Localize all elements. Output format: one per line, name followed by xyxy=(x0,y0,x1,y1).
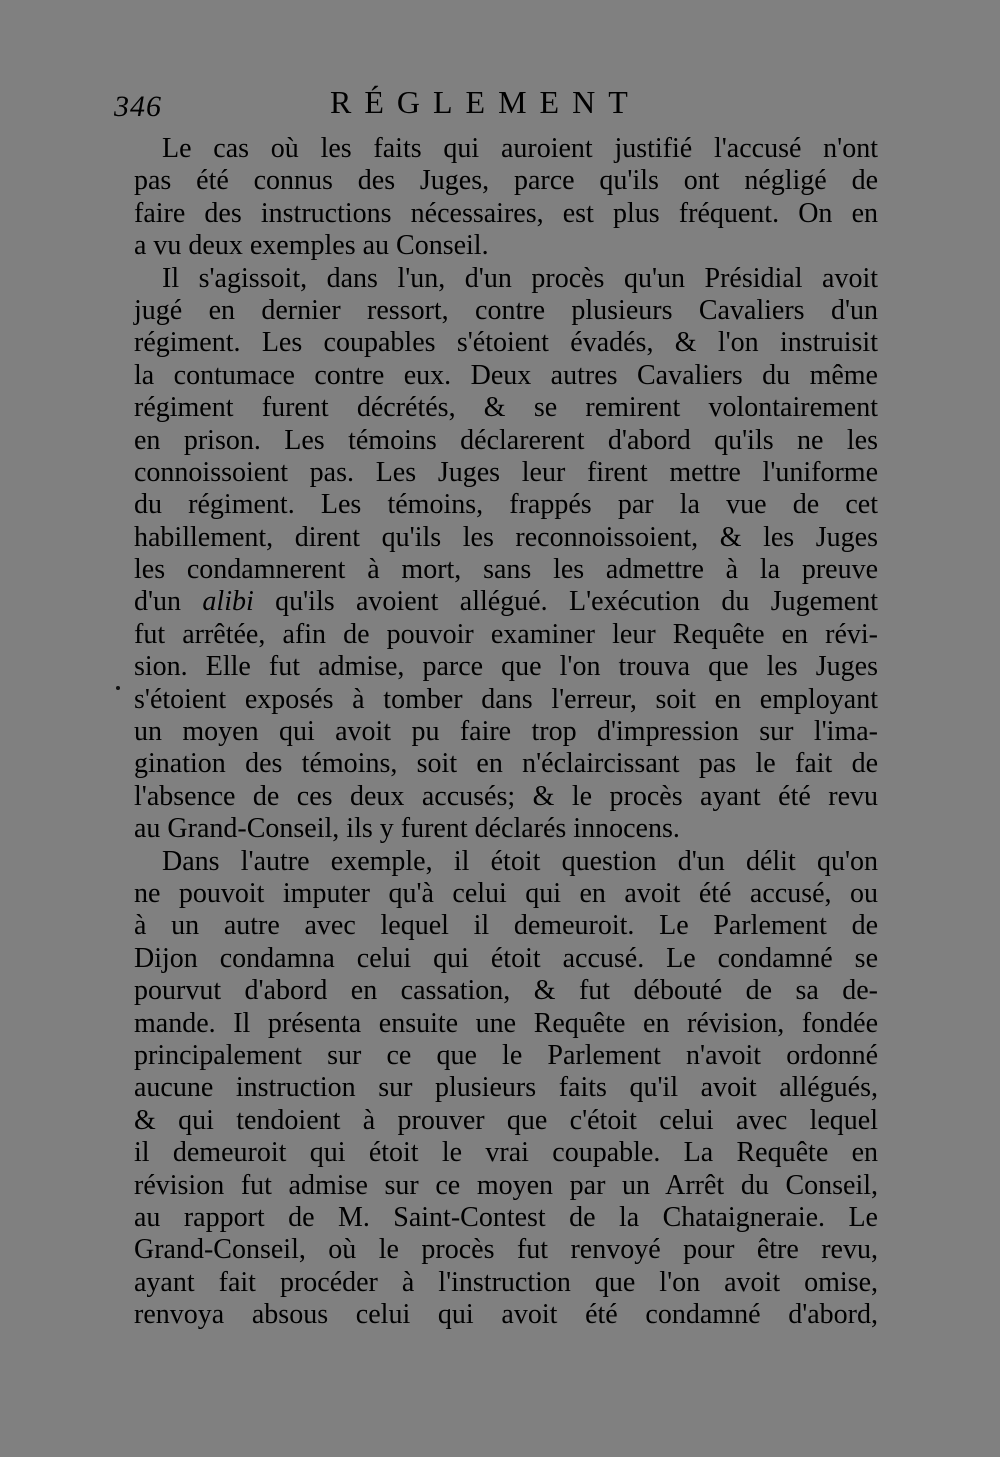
text-line: aucune instruction sur plusieurs faits qu'il avoit allégués, xyxy=(134,1072,878,1104)
text-line: gination des témoins, soit en n'éclaircissant pas le fait de xyxy=(134,748,878,780)
text-line: mande. Il présenta ensuite une Requête en révision, fondée xyxy=(134,1007,878,1039)
text-line: pas été connus des Juges, parce qu'ils ont négligé de xyxy=(134,165,878,197)
text-line: au rapport de M. Saint-Contest de la Chataigneraie. Le xyxy=(134,1201,878,1233)
text-line: la contumace contre eux. Deux autres Cavaliers du même xyxy=(134,359,878,391)
page-number: 346 xyxy=(114,90,162,123)
text-line: Dijon condamna celui qui étoit accusé. Le condamné se xyxy=(134,942,878,974)
text-line: ne pouvoit imputer qu'à celui qui en avoit été accusé, ou xyxy=(134,877,878,909)
margin-mark xyxy=(116,686,120,690)
text-line: sion. Elle fut admise, parce que l'on trouva que les Juges xyxy=(134,651,878,683)
text-line: s'étoient exposés à tomber dans l'erreur, soit en employant xyxy=(134,683,878,715)
text-line: renvoya absous celui qui avoit été condamné d'abord, xyxy=(134,1299,878,1331)
text-line: régiment. Les coupables s'étoient évadés, & l'on instruisit xyxy=(134,327,878,359)
text-line: révision fut admise sur ce moyen par un Arrêt du Conseil, xyxy=(134,1169,878,1201)
text-line: à un autre avec lequel il demeuroit. Le Parlement de xyxy=(134,910,878,942)
text-line: pourvut d'abord en cassation, & fut débouté de sa de- xyxy=(134,975,878,1007)
text-line: fut arrêtée, afin de pouvoir examiner leur Requête en révi- xyxy=(134,618,878,650)
text-line: jugé en dernier ressort, contre plusieurs Cavaliers d'un xyxy=(134,294,878,326)
body-text xyxy=(134,133,878,1331)
text-line: principalement sur ce que le Parlement n'avoit ordonné xyxy=(134,1039,878,1071)
text-line: & qui tendoient à prouver que c'étoit celui avec lequel xyxy=(134,1104,878,1136)
text-line: a vu deux exemples au Conseil. xyxy=(134,230,489,262)
text-line: il demeuroit qui étoit le vrai coupable. La Requête en xyxy=(134,1137,878,1169)
text-line: l'absence de ces deux accusés; & le procès ayant été revu xyxy=(134,780,878,812)
text-line: Grand-Conseil, où le procès fut renvoyé pour être revu, xyxy=(134,1234,878,1266)
text-line: Dans l'autre exemple, il étoit question d'un délit qu'on xyxy=(162,845,878,877)
text-line: un moyen qui avoit pu faire trop d'impression sur l'ima- xyxy=(134,716,878,748)
italic-word: alibi xyxy=(202,586,254,618)
text-line: régiment furent décrétés, & se remirent volontairement xyxy=(134,392,878,424)
text-line: Le cas où les faits qui auroient justifié l'accusé n'ont xyxy=(162,133,878,164)
running-title: RÉGLEMENT xyxy=(330,84,641,120)
text-line: habillement, dirent qu'ils les reconnoissoient, & les Juges xyxy=(134,521,878,553)
text-line: Il s'agissoit, dans l'un, d'un procès qu'un Présidial avoit xyxy=(162,262,878,294)
text-line: les condamnerent à mort, sans les admettre à la preuve xyxy=(134,554,878,586)
text-line: connoissoient pas. Les Juges leur firent mettre l'uniforme xyxy=(134,456,878,488)
text-line: ayant fait procéder à l'instruction que l'on avoit omise, xyxy=(134,1266,878,1298)
page-header xyxy=(0,84,1000,128)
text-line: du régiment. Les témoins, frappés par la vue de cet xyxy=(134,489,878,521)
text-line: d'un alibi qu'ils avoient allégué. L'exécution du Jugement xyxy=(134,586,879,618)
text-line: faire des instructions nécessaires, est plus fréquent. On en xyxy=(134,197,878,229)
text-line: au Grand-Conseil, ils y furent déclarés innocens. xyxy=(134,813,680,845)
text-line: en prison. Les témoins déclarerent d'abord qu'ils ne les xyxy=(134,424,878,456)
